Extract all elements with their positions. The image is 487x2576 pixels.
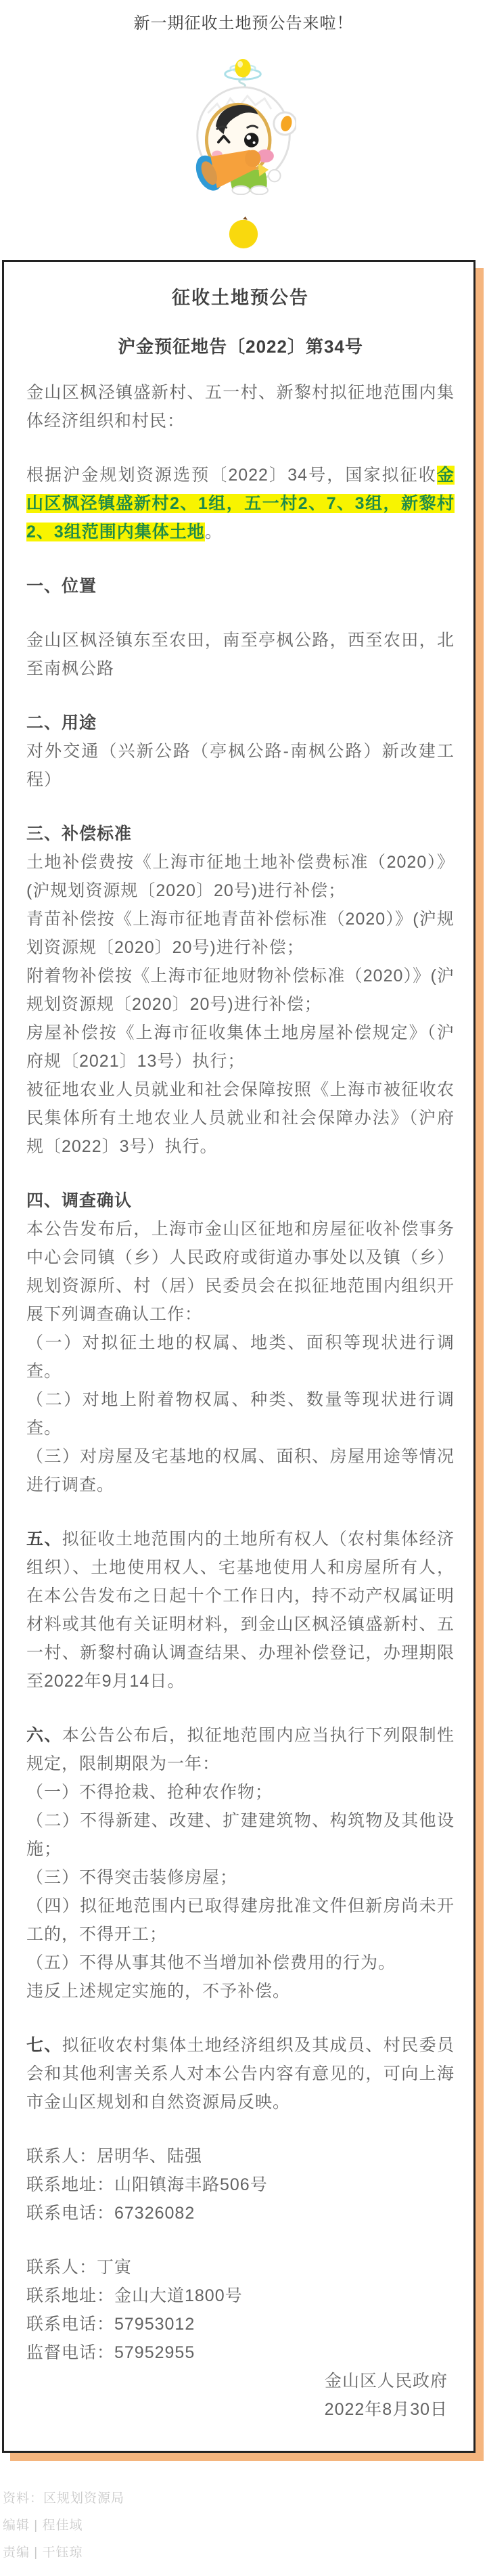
section4-heading: 四、调查确认 (26, 1191, 133, 1210)
spacer (26, 2005, 455, 2031)
contact1-phone: 联系电话：67326082 (26, 2204, 195, 2223)
section6-item: （一）不得抢栽、抢种农作物； (26, 1783, 273, 1802)
egg-illustration (0, 215, 487, 249)
contact2-phone: 联系电话：57953012 (26, 2315, 195, 2334)
section3-item: 被征地农业人员就业和社会保障按照《上海市被征收农民集体所有土地农业人员就业和社会保障办法》（沪府规〔2022〕3号）执行。 (26, 1080, 455, 1156)
footer-editor: 编辑 | 程佳域 (3, 2518, 83, 2533)
egg-icon (227, 215, 260, 249)
spacer (26, 794, 455, 820)
section3-item: 附着物补偿按《上海市征地财物补偿标准（2020）》(沪规划资源规〔2020〕20号)进行补偿； (26, 967, 455, 1014)
mascot-illustration (0, 56, 487, 195)
contact2-person: 联系人：丁寅 (26, 2258, 133, 2277)
notice-intro: 金山区枫泾镇盛新村、五一村、新黎村拟征地范围内集体经济组织和村民： (26, 383, 455, 430)
section7-lead: 七、 (26, 2036, 62, 2055)
section5-lead: 五、 (26, 1530, 62, 1549)
notice-doc-number: 沪金预征地告〔2022〕第34号 (118, 336, 363, 357)
notice-basis-paragraph (26, 461, 455, 546)
spacer (26, 315, 455, 331)
section6-item: （五）不得从事其他不当增加补偿费用的行为。 (26, 1953, 396, 1972)
section3-item: 土地补偿费按《上海市征地土地补偿费标准（2020）》(沪规划资源规〔2020〕20号)进行补偿； (26, 853, 455, 900)
basis-pre: 根据沪金规划资源选预〔2022〕34号，国家拟征收 (26, 466, 437, 485)
section6-body: 本公告公布后，拟征地范围内应当执行下列限制性规定，限制期限为一年： (26, 1726, 455, 1773)
footer-source: 资料：区规划资源局 (3, 2491, 125, 2506)
section4-item: （二）对地上附着物权属、种类、数量等现状进行调查。 (26, 1390, 455, 1438)
section3-heading: 三、补偿标准 (26, 824, 133, 843)
section6-item: （三）不得突击装修房屋； (26, 1868, 238, 1887)
section2-body: 对外交通（兴新公路（亭枫公路-南枫公路）新改建工程） (26, 742, 455, 789)
basis-highlight: 金山区枫泾镇盛新村2、1组，五一村2、7、3组，新黎村2、3组范围内集体土地 (26, 466, 455, 541)
footer-chief-editor: 责编 | 干钰琼 (3, 2546, 83, 2560)
contact2-supervision-phone: 监督电话：57952955 (26, 2343, 195, 2362)
section6-item: （四）拟征地范围内已取得建房批准文件但新房尚未开工的，不得开工； (26, 1896, 455, 1944)
spacer (26, 2116, 455, 2142)
spacer (26, 546, 455, 572)
spacer (26, 1499, 455, 1525)
mascot-icon (191, 56, 296, 195)
section6-note: 违反上述规定实施的，不予补偿。 (26, 1982, 291, 2001)
section6-item: （二）不得新建、改建、扩建建筑物、构筑物及其他设施； (26, 1811, 455, 1859)
section1-body: 金山区枫泾镇东至农田，南至亭枫公路，西至农田，北至南枫公路 (26, 631, 455, 678)
article-header (0, 9, 487, 33)
page-title: 新一期征收土地预公告来啦！ (133, 14, 354, 32)
section3-item: 青苗补偿按《上海市征地青苗补偿标准（2020）》(沪规划资源规〔2020〕20号)进行补偿； (26, 910, 455, 957)
section4-body: 本公告发布后，上海市金山区征地和房屋征收补偿事务中心会同镇（乡）人民政府或街道办事处以及镇（乡）规划资源所、村（居）民委员会在拟征地范围内组织开展下列调查确认工作： (26, 1220, 455, 1324)
section6-lead: 六、 (26, 1726, 62, 1745)
signature-issuer: 金山区人民政府 (324, 2372, 448, 2391)
section4-item: （一）对拟征土地的权属、地类、面积等现状进行调查。 (26, 1333, 455, 1381)
spacer (26, 600, 455, 626)
spacer (26, 1695, 455, 1721)
spacer (26, 362, 455, 378)
spacer (26, 2227, 455, 2253)
article-footer (3, 2485, 487, 2576)
section7-body: 拟征收农村集体土地经济组织及其成员、村民委员会和其他利害关系人对本公告内容有意见的，可向上海市金山区规划和自然资源局反映。 (26, 2036, 455, 2112)
section2-heading: 二、用途 (26, 713, 97, 732)
section7-paragraph (26, 2031, 455, 2116)
contact1-person: 联系人：居明华、陆强 (26, 2147, 203, 2166)
signature-date: 2022年8月30日 (324, 2400, 448, 2419)
spacer (26, 435, 455, 461)
section3-item: 房屋补偿按《上海市征收集体土地房屋补偿规定》（沪府规〔2021〕13号）执行； (26, 1023, 455, 1071)
spacer (26, 1161, 455, 1186)
contact2-address: 联系地址：金山大道1800号 (26, 2286, 243, 2305)
spacer (26, 683, 455, 709)
notice-title: 征收土地预公告 (172, 288, 309, 308)
section6-paragraph (26, 1721, 455, 1778)
contact1-address: 联系地址：山阳镇海丰路506号 (26, 2175, 268, 2194)
section5-body: 拟征收土地范围内的土地所有权人（农村集体经济组织）、土地使用权人、宅基地使用人和房屋所有人，在本公告发布之日起十个工作日内，持不动产权属证明材料或其他有关证明材料，到金山区枫泾镇盛新村、五一村、新黎村确认调查结果、办理补偿登记，办理期限至2022年9月14日。 (26, 1530, 455, 1691)
section4-item: （三）对房屋及宅基地的权属、面积、房屋用途等情况进行调查。 (26, 1447, 455, 1494)
notice-card (2, 260, 476, 2453)
basis-period: 。 (204, 523, 223, 541)
section1-heading: 一、位置 (26, 577, 97, 596)
section5-paragraph (26, 1525, 455, 1695)
